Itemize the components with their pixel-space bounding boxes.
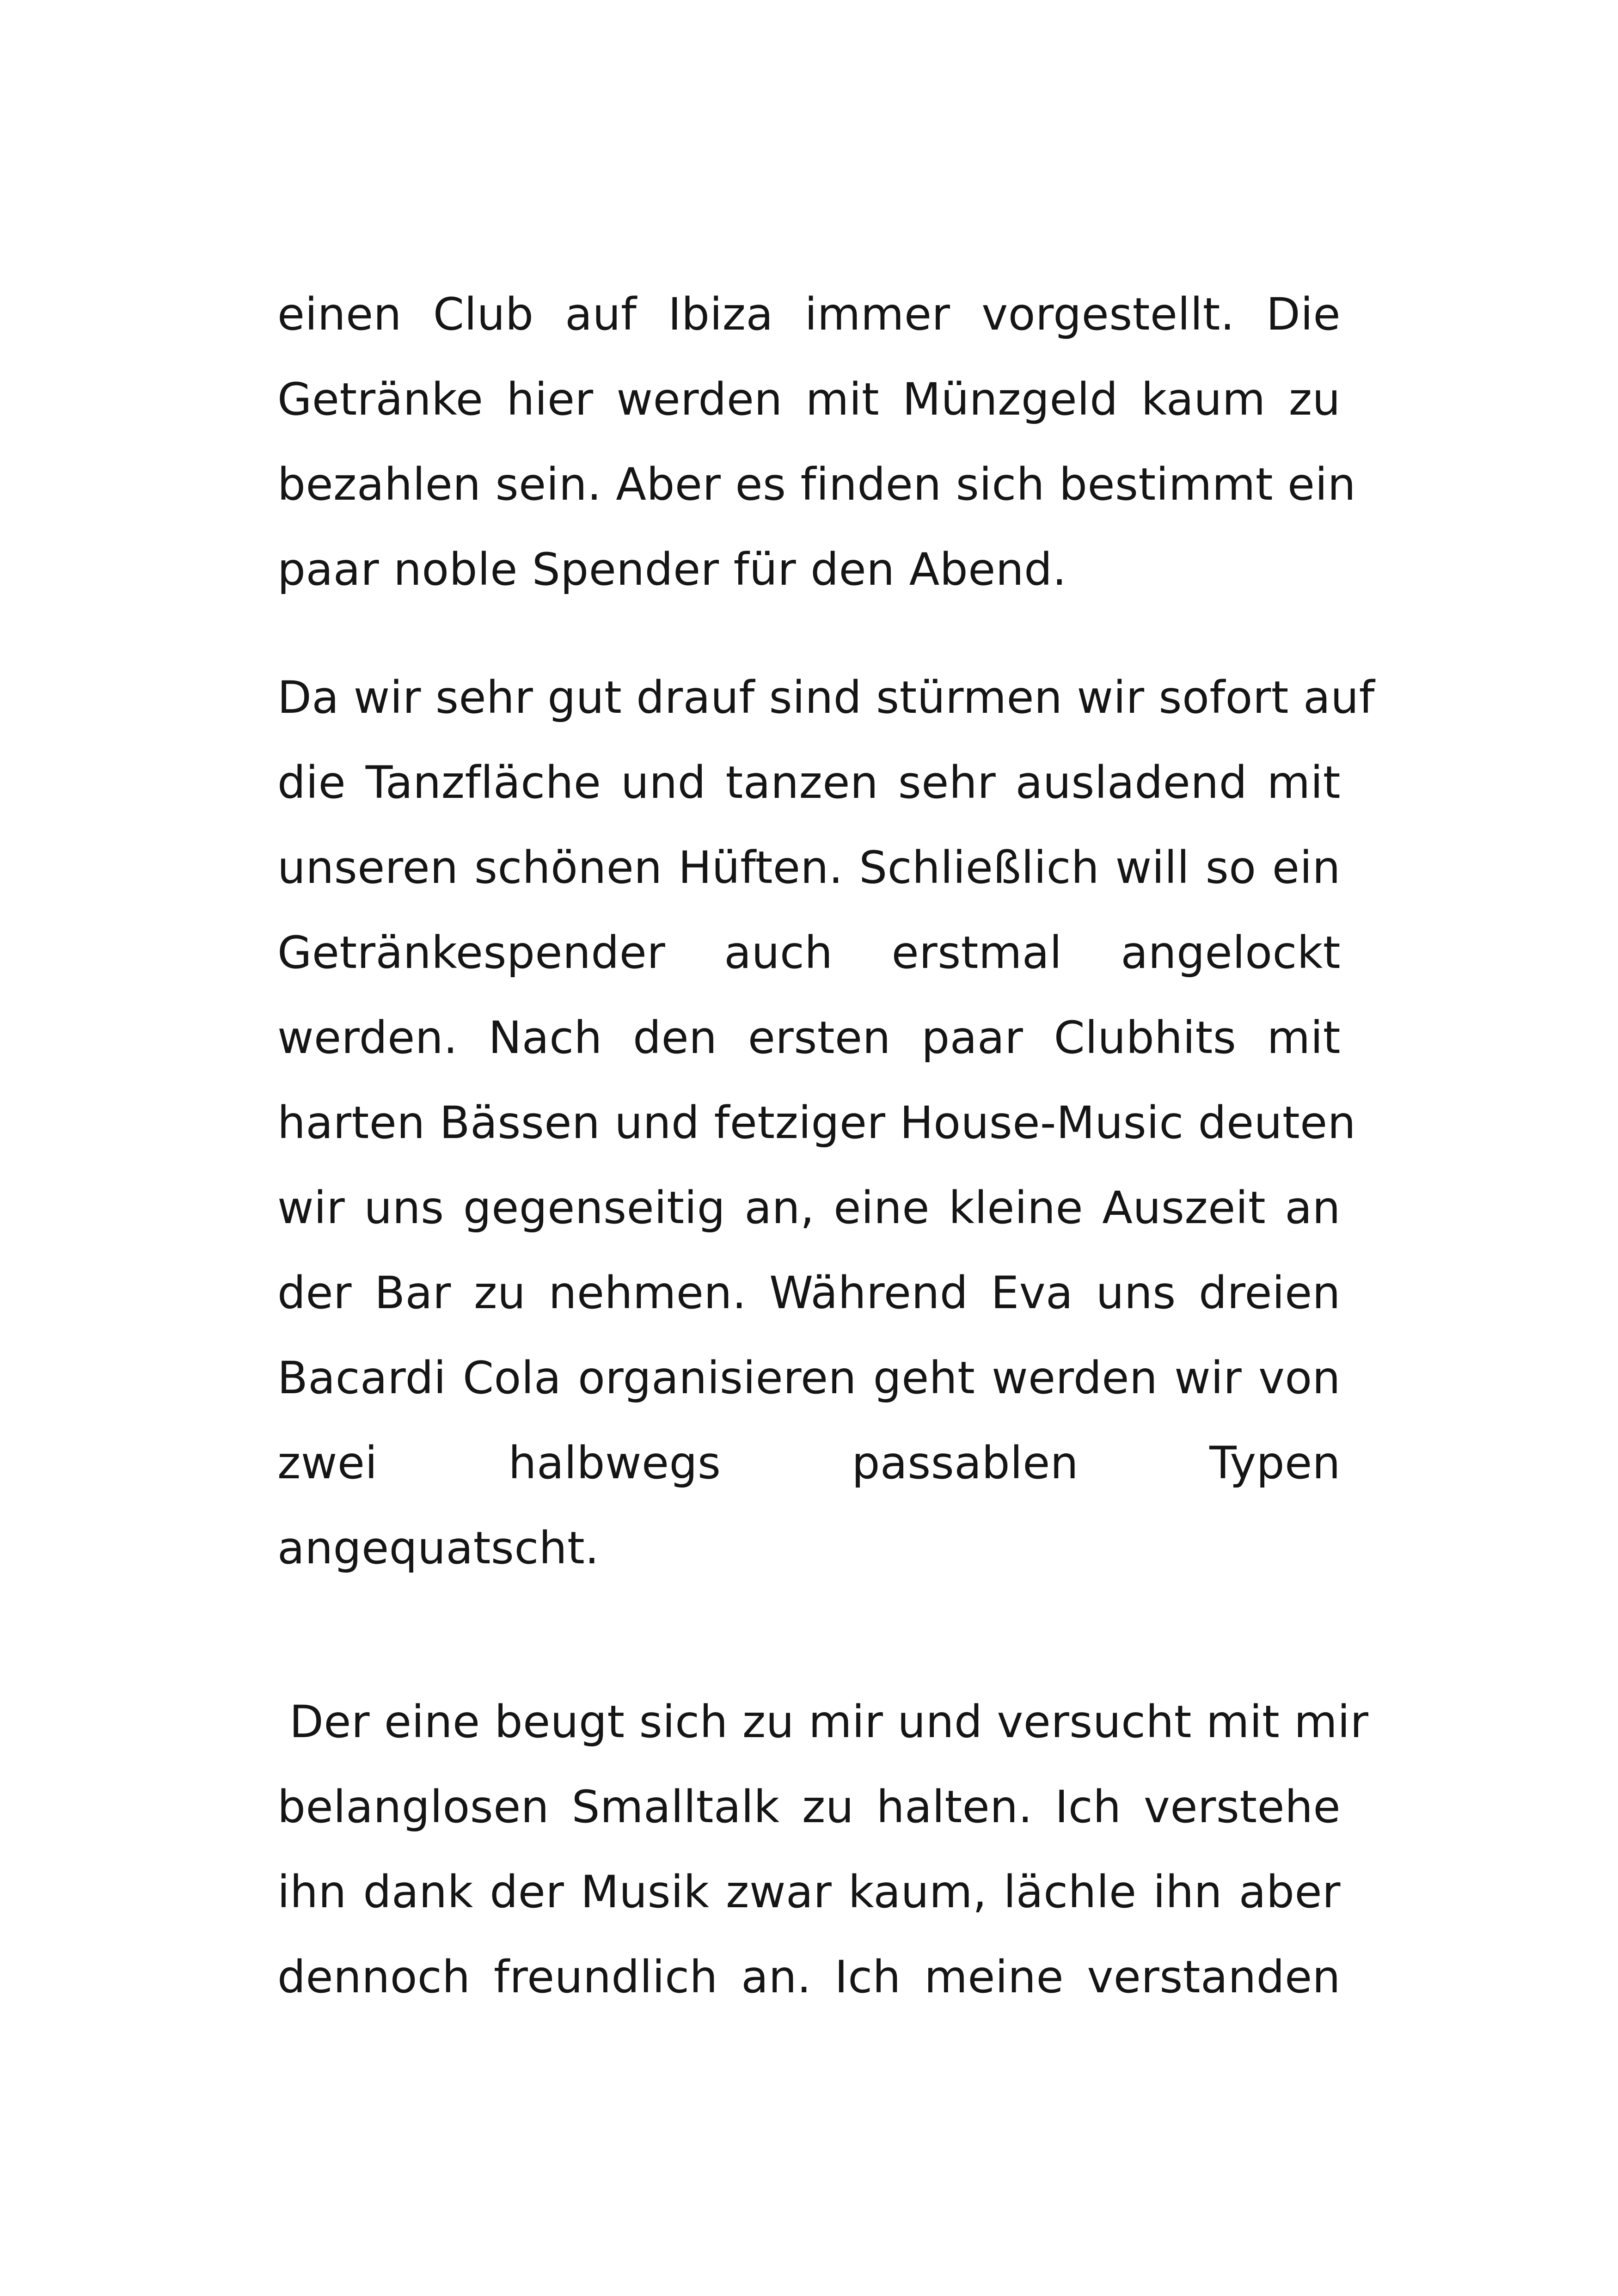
- text-line: werden. Nach den ersten paar Clubhits mit: [277, 1012, 1341, 1064]
- paragraph-2: [277, 655, 1375, 1591]
- paragraph-3: [277, 1679, 1369, 2020]
- text-line: dennoch freundlich an. Ich meine verstanden: [277, 1951, 1341, 2003]
- text-line: zwei halbwegs passablen Typen: [277, 1437, 1341, 1489]
- text-line: harten Bässen und fetziger House-Music deuten: [277, 1097, 1356, 1149]
- text-line: unseren schönen Hüften. Schließlich will so ein: [277, 842, 1341, 894]
- text-line: einen Club auf Ibiza immer vorgestellt. Die: [277, 288, 1341, 340]
- text-line: angequatscht.: [277, 1522, 600, 1574]
- text-line: der Bar zu nehmen. Während Eva uns dreien: [277, 1267, 1341, 1319]
- text-line: belanglosen Smalltalk zu halten. Ich verstehe: [277, 1781, 1341, 1833]
- text-line: wir uns gegenseitig an, eine kleine Auszeit an: [277, 1182, 1341, 1234]
- text-line: Der eine beugt sich zu mir und versucht mit mir: [289, 1696, 1369, 1748]
- text-line: ihn dank der Musik zwar kaum, lächle ihn aber: [277, 1866, 1341, 1918]
- text-line: Da wir sehr gut drauf sind stürmen wir sofort auf: [277, 672, 1375, 723]
- paragraph-1: [277, 272, 1356, 612]
- text-line: Bacardi Cola organisieren geht werden wir von: [277, 1352, 1341, 1404]
- text-line: paar noble Spender für den Abend.: [277, 544, 1067, 595]
- text-line: Getränke hier werden mit Münzgeld kaum zu: [277, 373, 1341, 425]
- text-line: bezahlen sein. Aber es finden sich bestimmt ein: [277, 459, 1356, 510]
- text-line: Getränkespender auch erstmal angelockt: [277, 927, 1341, 979]
- text-line: die Tanzfläche und tanzen sehr ausladend mit: [277, 757, 1341, 808]
